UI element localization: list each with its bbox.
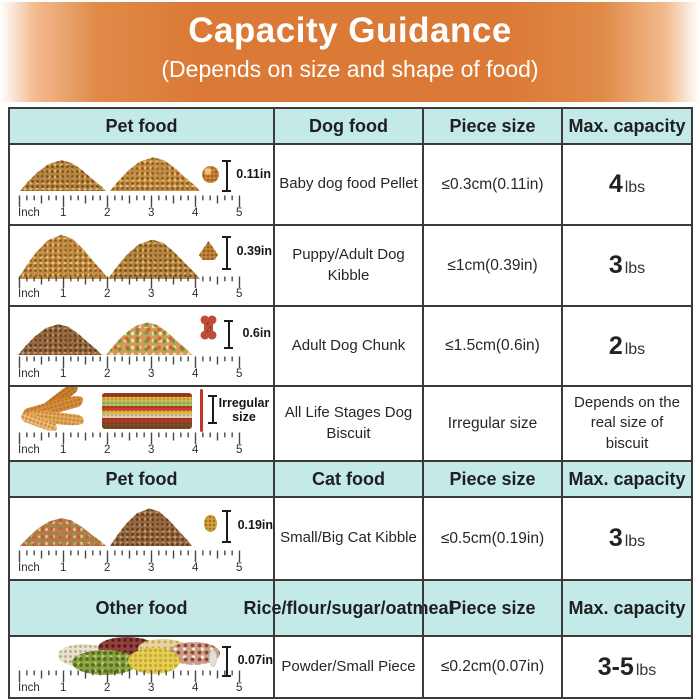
- food-row-dog-biscuit: [10, 385, 691, 460]
- header-cell-piece-size: Piece size: [422, 581, 561, 635]
- food-image-cell: [10, 226, 273, 305]
- capacity-value: 3-5 lbs: [597, 652, 657, 681]
- piece-size-label: 0.07in: [237, 653, 273, 667]
- capacity-cell: [561, 387, 691, 460]
- ruler-number: 4: [192, 562, 199, 574]
- pellet-pile-large: [110, 156, 200, 191]
- banner: [0, 2, 700, 102]
- piece-size-label: 0.6in: [242, 326, 271, 340]
- food-row-baby-dog-pellet: [10, 143, 691, 224]
- ruler-number: 3: [148, 288, 155, 300]
- ruler-labels: [18, 563, 244, 576]
- ruler-number: 5: [236, 682, 243, 694]
- ruler-number: 2: [104, 682, 111, 694]
- food-row-cat-kibble: [10, 496, 691, 579]
- ruler-number: 1: [60, 562, 67, 574]
- kibble-pile-small: [18, 233, 108, 279]
- irregular-line-icon: [200, 389, 204, 432]
- food-row-adult-dog-chunk: [10, 305, 691, 385]
- piece-size-label: 0.39in: [236, 244, 272, 258]
- header-cell-rice-flour: Rice/flour/sugar/oatmeal: [273, 581, 422, 635]
- food-name-cell: [273, 145, 422, 224]
- ruler-number: 2: [104, 288, 111, 300]
- piece-size-value: Irregular size: [447, 414, 538, 432]
- piece-size-value: ≤0.3cm(0.11in): [441, 175, 544, 193]
- ruler-number: 5: [236, 207, 243, 219]
- chunk-pile-brown: [18, 323, 102, 355]
- header-cell-piece-size: Piece size: [422, 462, 561, 496]
- ruler-ticks: [18, 276, 244, 289]
- ruler-number: 1: [60, 288, 67, 300]
- ruler-number: 2: [104, 444, 111, 456]
- ruler-unit-label: Inch: [18, 682, 40, 694]
- ruler-number: 5: [236, 368, 243, 380]
- food-name-cell: [273, 307, 422, 385]
- food-image-cell: [10, 637, 273, 697]
- biscuit-sticks-icon: [102, 393, 192, 429]
- banner-title: Capacity Guidance: [188, 11, 512, 50]
- piece-size-label: 0.11in: [236, 167, 271, 181]
- measure-bracket-icon: [222, 510, 231, 543]
- food-name-cell: [273, 498, 422, 579]
- inch-ruler: [18, 432, 244, 458]
- food-image-cell: [10, 145, 273, 224]
- food-name-cell: [273, 387, 422, 460]
- capacity-value: 4 lbs: [608, 170, 646, 198]
- cat-kibble-icon: [204, 515, 217, 532]
- header-cell-max-capacity: Max. capacity: [561, 581, 691, 635]
- ruler-number: 5: [236, 444, 243, 456]
- ruler-number: 5: [236, 288, 243, 300]
- ruler-unit-label: Inch: [18, 444, 40, 456]
- food-image-cell: [10, 498, 273, 579]
- ruler-labels: [18, 445, 244, 458]
- food-name: Puppy/Adult Dog Kibble: [292, 246, 405, 284]
- capacity-cell: [561, 307, 691, 385]
- grain-icon: [209, 650, 217, 667]
- jerky-strips-icon: [18, 389, 94, 433]
- ruler-labels: [18, 289, 244, 302]
- measure-bracket-icon: [224, 320, 233, 349]
- ruler-unit-label: Inch: [18, 207, 40, 219]
- capacity-cell: [561, 637, 691, 697]
- piece-size-value: ≤1cm(0.39in): [447, 256, 538, 274]
- ruler-number: 3: [148, 682, 155, 694]
- ruler-labels: [18, 683, 244, 696]
- header-cell-dog-food: Dog food: [273, 109, 422, 143]
- capacity-value: 3 lbs: [608, 251, 646, 279]
- food-name: All Life Stages Dog Biscuit: [284, 404, 413, 442]
- piece-size-value: ≤0.5cm(0.19in): [440, 529, 545, 547]
- food-name: Baby dog food Pellet: [279, 175, 418, 193]
- header-cell-piece-size: Piece size: [422, 109, 561, 143]
- ruler-unit-label: Inch: [18, 562, 40, 574]
- piece-size-cell: [422, 387, 561, 460]
- ruler-ticks: [18, 432, 244, 445]
- ruler-unit-label: Inch: [18, 288, 40, 300]
- ruler-labels: [18, 369, 244, 382]
- ruler-number: 4: [192, 288, 199, 300]
- inch-ruler: [18, 550, 244, 576]
- header-row-cat-food: [10, 460, 691, 496]
- ruler-number: 4: [192, 207, 199, 219]
- header-row-other-food: [10, 579, 691, 635]
- ruler-number: 1: [60, 368, 67, 380]
- header-cell-pet-food: Pet food: [105, 115, 178, 136]
- capacity-value: Depends on the real size of biscuit: [574, 394, 680, 452]
- header-cell-other-food: Other food: [95, 597, 188, 618]
- ruler-ticks: [18, 195, 244, 208]
- ruler-number: 3: [148, 444, 155, 456]
- ruler-number: 2: [104, 207, 111, 219]
- piece-size-value: ≤0.2cm(0.07in): [440, 658, 545, 675]
- ruler-unit-label: Inch: [18, 368, 40, 380]
- piece-size-cell: [422, 307, 561, 385]
- kibble-icon: [198, 241, 219, 260]
- piece-size-cell: [422, 498, 561, 579]
- food-image-cell: [10, 307, 273, 385]
- ruler-number: 5: [236, 562, 243, 574]
- piece-size-label: Irregular size: [218, 396, 270, 424]
- food-image-cell: [10, 387, 273, 460]
- chunk-pile-multicolor: [106, 321, 192, 355]
- ruler-number: 2: [104, 562, 111, 574]
- ruler-number: 3: [148, 368, 155, 380]
- food-row-puppy-adult-kibble: [10, 224, 691, 305]
- ruler-ticks: [18, 550, 244, 563]
- ruler-number: 2: [104, 368, 111, 380]
- pellet-pile-small: [20, 159, 106, 191]
- inch-ruler: [18, 276, 244, 302]
- piece-size-label: 0.19in: [237, 518, 273, 532]
- food-name: Adult Dog Chunk: [291, 336, 406, 354]
- kibble-pile-large: [108, 238, 200, 279]
- piece-size-value: ≤1.5cm(0.6in): [445, 337, 540, 354]
- piece-size-cell: [422, 145, 561, 224]
- piece-size-cell: [422, 637, 561, 697]
- ruler-number: 4: [192, 368, 199, 380]
- ruler-labels: [18, 208, 244, 221]
- ruler-number: 1: [60, 207, 67, 219]
- ruler-number: 4: [192, 682, 199, 694]
- bone-icon: [199, 315, 218, 340]
- capacity-cell: [561, 498, 691, 579]
- capacity-table: [8, 107, 693, 699]
- food-name-cell: [273, 226, 422, 305]
- header-row-dog-food: [10, 109, 691, 143]
- ruler-number: 3: [148, 207, 155, 219]
- ruler-number: 1: [60, 444, 67, 456]
- food-name: Small/Big Cat Kibble: [280, 529, 417, 547]
- capacity-value: 2 lbs: [608, 331, 646, 360]
- food-row-powder-small-piece: [10, 635, 691, 697]
- cat-kibble-pile-brown: [110, 507, 192, 546]
- inch-ruler: [18, 356, 244, 382]
- ruler-ticks: [18, 356, 244, 369]
- header-cell-pet-food: Pet food: [105, 468, 178, 489]
- food-name: Powder/Small Piece: [281, 657, 416, 675]
- pellet-icon: [202, 166, 219, 183]
- inch-ruler: [18, 195, 244, 221]
- header-cell-max-capacity: Max. capacity: [561, 462, 691, 496]
- header-cell-cat-food: Cat food: [273, 462, 422, 496]
- piece-size-cell: [422, 226, 561, 305]
- measure-bracket-icon: [222, 160, 231, 192]
- ruler-number: 3: [148, 562, 155, 574]
- ruler-number: 1: [60, 682, 67, 694]
- ruler-ticks: [18, 670, 244, 683]
- food-name-cell: [273, 637, 422, 697]
- banner-subtitle: (Depends on size and shape of food): [161, 55, 539, 82]
- ruler-number: 4: [192, 444, 199, 456]
- capacity-value: 3 lbs: [608, 524, 646, 552]
- header-cell-max-capacity: Max. capacity: [561, 109, 691, 143]
- cat-kibble-pile-multicolor: [20, 517, 106, 546]
- measure-bracket-icon: [222, 236, 231, 270]
- capacity-cell: [561, 145, 691, 224]
- inch-ruler: [18, 670, 244, 696]
- capacity-cell: [561, 226, 691, 305]
